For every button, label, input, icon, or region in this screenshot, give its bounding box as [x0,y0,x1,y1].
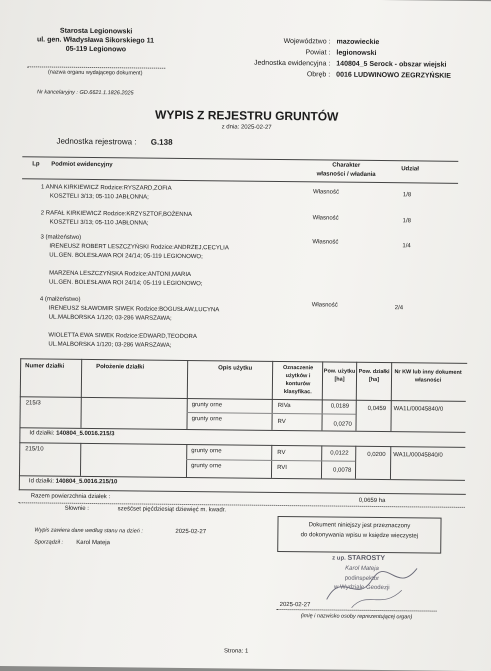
total-area-value: 0,0659 ha [358,497,386,505]
unit-label: Jednostka ewidencyjna : [253,59,331,68]
owner-4-line-1: 4 (małżeństwo) [39,296,81,303]
owner-2-line-1: 2 RAFAŁ KIRKIEWICZ Rodzice:KRZYSZTOF,BOŻENNA [40,210,193,219]
col-subject: Podmiot ewidencyjny [51,161,113,169]
col-character-1: Charakter [332,162,361,169]
parcel-2-class-1: RV [277,449,286,457]
issuer-dotted-line [27,66,165,68]
words-value: sześćset pięćdziesiąt dziewięć m. kwadr. [117,506,227,514]
parcel-1-use-1: grunty orne [191,402,223,409]
official-stamp-head: z up. STAROSTY [332,554,386,563]
county-label: Powiat : [305,49,331,57]
precinct-value: 0016 LUDWINOWO ZEGRZYŃSKIE [336,71,451,80]
owner-3-line-1: 3 (małżeństwo) [40,234,82,241]
parcel-2-kw: WA1L/00045840/0 [393,452,443,459]
owner-4-line-2: IRENEUSZ SŁAWOMIR SIWEK Rodzice:BOGUSŁAW,LUCYNA [48,305,220,314]
page-number: Strona: 1 [223,648,249,655]
document-date: z dnia: 2025-02-27 [221,124,272,131]
col-character-2: własności / władania [316,171,376,178]
parcel-1-area-total: 0,0459 [367,405,387,413]
th-area-use: Pow. użytku [ha] [323,368,356,383]
county-value: legionowski [336,49,377,57]
parcel-1-id: Id działki: 140804_5.0016.215/3 [29,430,115,438]
th-kw: Nr KW lub inny dokument własności [394,369,462,384]
owner-4-line-4: WIOLETTA EWA SIWEK Rodzice:EDWARD,TEODORA [48,332,197,341]
parcel-1-class-2: RV [277,418,286,426]
owner-2-share: 1/8 [402,218,412,225]
words-label: Słownie : [64,505,90,512]
issuer-city: 05-119 Legionowo [65,45,127,54]
parcel-1-use-2: grunty orne [191,416,222,423]
th-area-parcel: Pow. działki [ha] [358,368,390,384]
owner-2-character: Własność [312,215,339,222]
issuer-caption: (nazwa organu wydającego dokument) [47,69,143,77]
parcel-2-area-2: 0,0078 [333,467,352,474]
parcel-2-area-1: 0,0122 [330,450,349,457]
issuer-name: Starosta Legionowski [59,27,133,36]
owner-3-line-2: IRENEUSZ ROBERT LESZCZYŃSKI Rodzice:ANDRZEJ,CECYLIA [49,243,229,252]
unit-value: 140804_5 Serock - obszar wiejski [336,60,447,69]
total-area-label: Razem powierzchnia działek : [30,493,111,501]
stamp-line-1: Dokument niniejszy jest przeznaczony [308,522,411,530]
signature-title: podinspektor [344,575,380,583]
owner-4-line-5: UL.MALBORSKA 1/120; 03-286 WARSZAWA; [48,341,172,349]
owner-4-share: 2/4 [394,305,404,312]
prepared-value: Karol Mateja [76,539,110,547]
parcel-1-number: 215/3 [25,400,41,407]
stamp-line-2: do dokonywania wpisu w księdze wieczystej [300,532,419,540]
col-lp: Lp [32,161,40,168]
owner-1-line-1: 1 ANNA KIRKIEWICZ Rodzice:RYSZARD,ZOFIA [40,184,172,192]
owner-3-character: Własność [312,239,339,246]
parcel-2-number: 215/10 [25,446,44,453]
parcel-2-class-2: RVI [277,464,288,472]
parcel-1-kw: WA1L/00045840/0 [393,406,444,413]
parcel-2-use-1: grunty orne [191,448,222,455]
parcel-1-area-1: 0,0189 [330,403,350,410]
register-unit: Jednostka rejestrowa : G.138 [56,136,173,147]
state-date-value: 2025-02-27 [175,528,207,536]
signature-caption: (imię i nazwisko osoby reprezentującej organ) [300,613,413,621]
th-parcel-number: Numer działki [25,363,65,370]
precinct-label: Obręb : [306,71,331,79]
owner-3-line-4: MARZENA LESZCZYŃSKA Rodzice:ANTONI,MARIA [49,270,192,279]
signature-dept: w Wydziale Geodezji [333,584,390,592]
owner-4-line-3: UL.MALBORSKA 1/120; 03-286 WARSZAWA; [48,314,172,322]
owner-3-line-3: UL.GEN. BOLESŁAWA ROI 24/14; 05-119 LEGIONOWO; [49,252,203,261]
owner-1-line-2: KOSZTELI 3/13; 05-110 JABŁONNA; [49,193,149,201]
parcel-1-area-2: 0,0270 [333,421,352,428]
owner-1-share: 1/8 [402,192,412,199]
th-parcel-location: Położenie działki [96,364,145,371]
handwritten-signature [322,559,433,615]
parcel-2-id: Id działki: 140804_5.0016.215/10 [28,478,118,486]
state-date-label: Wypis zawiera dane według stanu na dzień : [34,527,143,535]
parcel-2-use-2: grunty orne [191,463,222,470]
parcel-2-area-total: 0,0200 [367,451,386,459]
owner-3-share: 1/4 [402,243,411,250]
signature-date: 2025-02-27 [279,601,311,609]
th-use: Opis użytku [218,365,253,372]
voivodeship-label: Województwo : [283,37,331,46]
chancellery-number: Nr kancelaryjny : GD.6621.1.1826.2025 [36,89,134,97]
col-share: Udział [401,166,419,173]
prepared-label: Sporządził : [34,539,64,546]
owner-1-character: Własność [312,189,340,196]
voivodeship-value: mazowieckie [336,38,380,46]
parcel-1-class-1: RIVa [277,402,291,410]
signature-name: Karol Mateja [345,565,379,573]
owner-2-line-2: KOSZTELI 3/13; 05-110 JABŁONNA; [49,219,149,227]
document-title: WYPIS Z REJESTRU GRUNTÓW [155,107,339,124]
owners-header-rule [22,178,458,184]
owner-4-character: Własność [311,302,338,309]
th-designation: Oznaczenie użytków i konturów klasyfikac. [282,365,314,396]
issuer-street: ul. gen. Władysława Sikorskiego 11 [36,36,155,45]
owner-3-line-5: UL.GEN. BOLESŁAWA ROI 24/14; 05-119 LEGIONOWO; [48,279,203,288]
